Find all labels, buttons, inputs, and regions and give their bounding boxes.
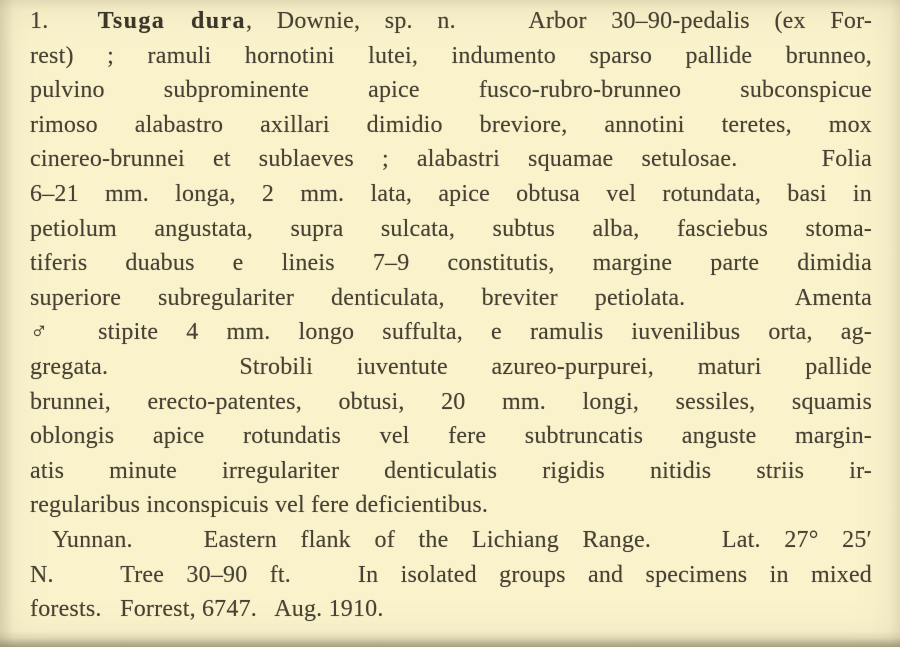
text-line: [30, 212, 872, 247]
text-line: [30, 142, 872, 177]
text-segment: 6–21 mm. longa, 2 mm. lata, apice obtusa vel rotundata, basi in: [30, 180, 872, 207]
text-segment: rest) ; ramuli hornotini lutei, indumento sparso pallide brunneo,: [30, 42, 872, 69]
text-segment: rimoso alabastro axillari dimidio breviore, annotini teretes, mox: [30, 111, 872, 138]
text-segment: ♂ stipite 4 mm. longo suffulta, e ramulis iuvenilibus orta, ag-: [30, 319, 872, 346]
text-line: [30, 454, 872, 489]
text-segment: tiferis duabus e lineis 7–9 constitutis, margine parte dimidia: [30, 250, 872, 277]
text-segment: brunnei, erecto-patentes, obtusi, 20 mm. longi, sessiles, squamis: [30, 388, 872, 415]
text-line: [30, 108, 872, 143]
text-line: [30, 4, 872, 39]
text-line: [30, 523, 872, 558]
text-line: [30, 385, 872, 420]
text-line: [30, 246, 872, 281]
text-segment: Yunnan. Eastern flank of the Lichiang Range. Lat. 27° 25′: [52, 526, 872, 553]
text-segment: regularibus inconspicuis vel fere deficientibus.: [30, 492, 489, 519]
text-line: [30, 73, 872, 108]
text-segment: 1.: [30, 8, 98, 34]
species-name: Tsuga dura: [97, 8, 246, 34]
text-line: [30, 488, 872, 523]
text-line: [30, 315, 872, 350]
text-segment: atis minute irregulariter denticulatis rigidis nitidis striis ir-: [30, 457, 872, 484]
text-segment: , Downie, sp. n. Arbor 30–90-pedalis (ex For-: [245, 8, 873, 34]
text-segment: cinereo-brunnei et sublaeves ; alabastri squamae setulosae. Folia: [30, 146, 872, 173]
text-segment: petiolum angustata, supra sulcata, subtus alba, fasciebus stoma-: [30, 215, 872, 242]
text-segment: oblongis apice rotundatis vel fere subtruncatis anguste margin-: [30, 423, 872, 450]
page-bottom-scan-shadow: [0, 638, 900, 647]
text-line: [30, 177, 872, 212]
text-line: [30, 592, 872, 627]
text-line: [30, 350, 872, 385]
text-line: [30, 419, 872, 454]
text-segment: superiore subregulariter denticulata, breviter petiolata. Amenta: [30, 284, 872, 311]
species-description-text: [30, 4, 872, 627]
text-line: [30, 281, 872, 316]
text-line: [30, 558, 872, 593]
text-segment: N. Tree 30–90 ft. In isolated groups and specimens in mixed: [30, 561, 872, 588]
text-segment: forests. Forrest, 6747. Aug. 1910.: [30, 596, 384, 623]
text-line: [30, 39, 872, 74]
text-segment: gregata. Strobili iuventute azureo-purpurei, maturi pallide: [30, 353, 872, 380]
text-segment: pulvino subprominente apice fusco-rubro-brunneo subconspicue: [30, 77, 872, 104]
